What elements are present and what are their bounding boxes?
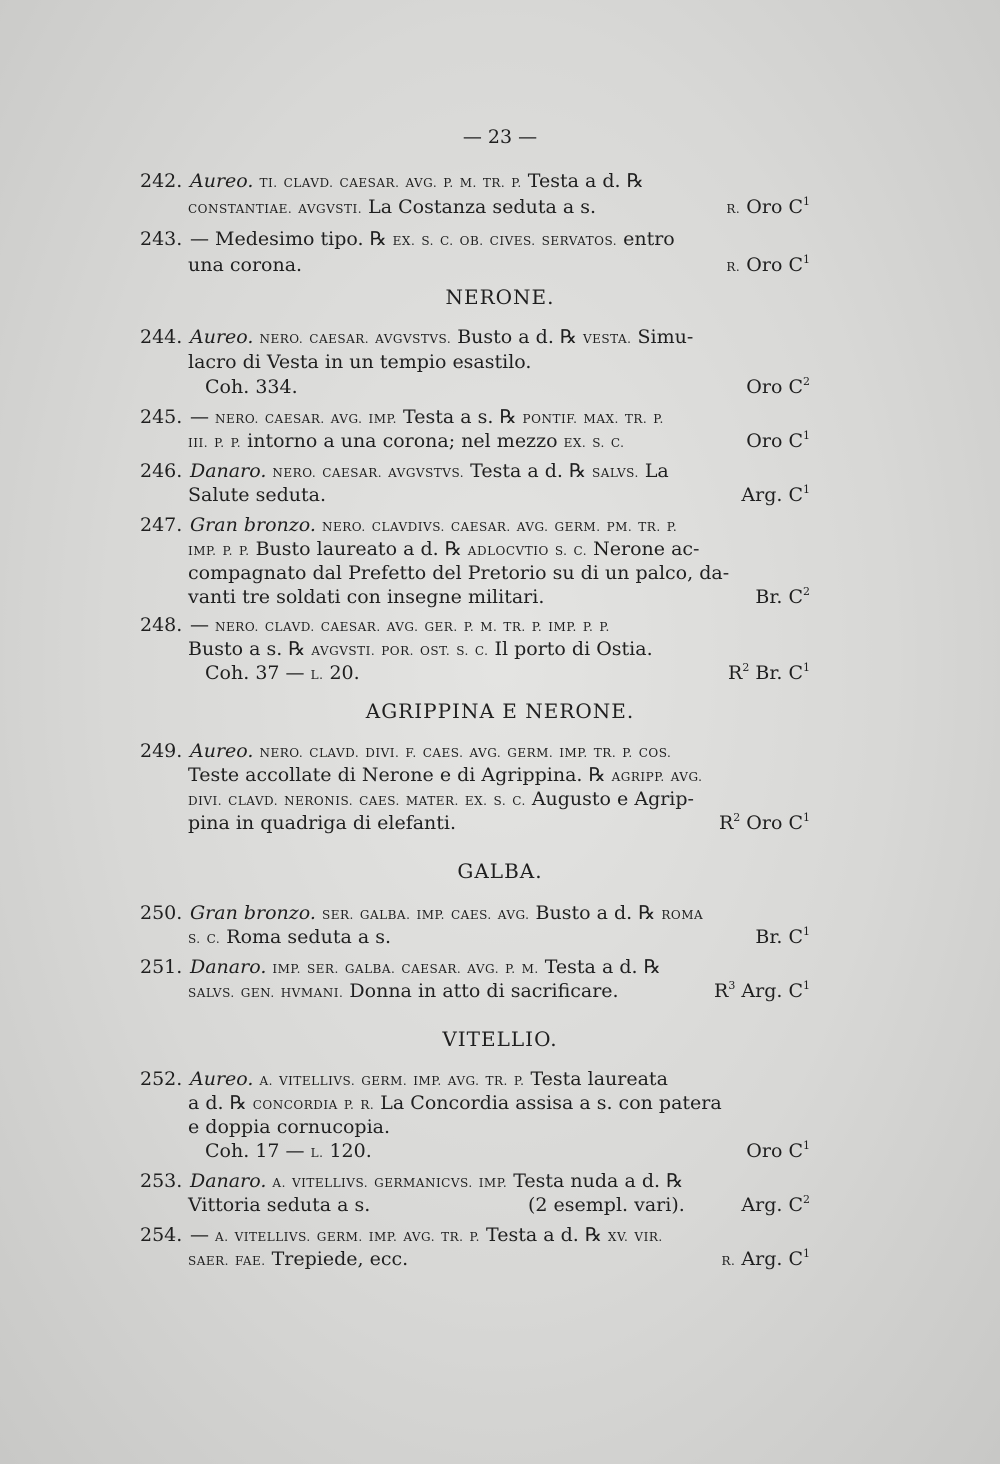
section-heading-line [0,856,1000,886]
entry-rating: R. Oro $C^1$ [726,194,810,218]
entry-number: 248. [140,614,183,636]
entry-text: Coh. 17 — L. 120. [205,1140,372,1162]
catalogue-entry-line [0,480,1000,510]
catalogue-entry-line [0,582,1000,612]
entry-text: una corona. [188,254,303,276]
entry-number: 243. [140,228,183,250]
section-heading-line [0,1024,1000,1054]
entry-text: Danaro. A. VITELLIVS. GERMANICVS. IMP. Testa nuda a d. ℞ [190,1170,684,1192]
entry-rating: $R^2$ Br. $C^1$ [728,660,810,684]
entry-text: Gran bronzo. SER. GALBA. IMP. CAES. AVG. Busto a d. ℞ ROMA [190,902,704,924]
section-heading-line [0,282,1000,312]
entry-text: Aureo. NERO. CLAVD. DIVI. F. CAES. AVG. GERM. IMP. TR. P. COS. [190,740,672,762]
entry-rating: R. Arg. $C^1$ [721,1246,810,1270]
entry-rating: Arg. $C^1$ [741,482,810,506]
entry-number: 242. [140,170,183,192]
entry-rating: Oro $C^1$ [746,428,810,452]
catalogue-entry-line [0,372,1000,402]
entry-text: lacro di Vesta in un tempio esastilo. [188,351,532,373]
section-heading: AGRIPPINA E NERONE. [365,699,635,723]
section-heading: NERONE. [445,285,555,309]
entry-number: 252. [140,1068,183,1090]
entry-number: 251. [140,956,183,978]
entry-text: pina in quadriga di elefanti. [188,812,457,834]
entry-text: — NERO. CAESAR. AVG. IMP. Testa a s. ℞ PONTIF. MAX. TR. P. [190,406,664,428]
entry-rating: Br. $C^2$ [755,584,810,608]
entry-number: 245. [140,406,183,428]
entry-rating: Oro $C^1$ [746,1138,810,1162]
entry-text: Danaro. NERO. CAESAR. AVGVSTVS. Testa a d. ℞ SALVS. La [190,460,669,482]
entry-number: 253. [140,1170,183,1192]
entry-text: — Medesimo tipo. ℞ EX. S. C. OB. CIVES. SERVATOS. entro [190,228,675,250]
entry-number: 250. [140,902,183,924]
entry-text: e doppia cornucopia. [188,1116,391,1138]
entry-text: IMP. P. P. Busto laureato a d. ℞ ADLOCVTIO S. C. Nerone ac- [188,538,700,560]
entry-number: 254. [140,1224,183,1246]
entry-rating: R. Oro $C^1$ [726,252,810,276]
catalogue-entry-line [0,976,1000,1006]
entry-text: Aureo. A. VITELLIVS. GERM. IMP. AVG. TR. P. Testa laureata [190,1068,668,1090]
catalogue-entry-line [0,922,1000,952]
entry-rating: Oro $C^2$ [746,374,810,398]
catalogue-entry-line [0,1244,1000,1274]
entry-text: Coh. 37 — L. 20. [205,662,360,684]
entry-text: Danaro. IMP. SER. GALBA. CAESAR. AVG. P. M. Testa a d. ℞ [190,956,661,978]
entry-rating: Arg. $C^2$ [741,1192,810,1216]
entry-rating: $R^3$ Arg. $C^1$ [714,978,810,1002]
entry-note: (2 esempl. vari). [528,1194,685,1216]
entry-rating: Br. $C^1$ [755,924,810,948]
section-heading: VITELLIO. [442,1027,558,1051]
entry-text: Vittoria seduta a s. [188,1194,371,1216]
catalogue-entry-line [0,658,1000,688]
entry-text: Teste accollate di Nerone e di Agrippina. ℞ AGRIPP. AVG. [188,764,703,786]
entry-text: Aureo. TI. CLAVD. CAESAR. AVG. P. M. TR. P. Testa a d. ℞ [190,170,644,192]
entry-text: III. P. P. intorno a una corona; nel mezzo EX. S. C. [188,430,625,452]
entry-text: — NERO. CLAVD. CAESAR. AVG. GER. P. M. TR. P. IMP. P. P. [190,614,610,636]
section-heading: GALBA. [457,859,543,883]
entry-text: SAER. FAE. Trepiede, ecc. [188,1248,409,1270]
entry-text: Coh. 334. [205,376,298,398]
entry-text: S. C. Roma seduta a s. [188,926,391,948]
catalogue-entry-line [0,426,1000,456]
entry-text: — A. VITELLIVS. GERM. IMP. AVG. TR. P. Testa a d. ℞ XV. VIR. [190,1224,663,1246]
entry-text: Busto a s. ℞ AVGVSTI. POR. OST. S. C. Il porto di Ostia. [188,638,653,660]
entry-text: vanti tre soldati con insegne militari. [188,586,545,608]
catalogue-entry-line [0,808,1000,838]
catalogue-entry-line [0,1190,1000,1220]
entry-text: Salute seduta. [188,484,326,506]
entry-text: CONSTANTIAE. AVGVSTI. La Costanza seduta a s. [188,196,596,218]
entry-number: 246. [140,460,183,482]
entry-text: Gran bronzo. NERO. CLAVDIVS. CAESAR. AVG. GERM. PM. TR. P. [190,514,678,536]
catalogue-entry-line [0,250,1000,280]
page-number: — 23 — [462,126,538,148]
entry-number: 247. [140,514,183,536]
catalogue-entry-line [0,1136,1000,1166]
page-number-line [0,122,1000,152]
entry-text: SALVS. GEN. HVMANI. Donna in atto di sacrificare. [188,980,619,1002]
entry-number: 244. [140,326,183,348]
entry-text: compagnato dal Prefetto del Pretorio su di un palco, da- [188,562,730,584]
entry-number: 249. [140,740,183,762]
catalogue-entry-line [0,192,1000,222]
entry-text: DIVI. CLAVD. NERONIS. CAES. MATER. EX. S. C. Augusto e Agrip- [188,788,694,810]
section-heading-line [0,696,1000,726]
entry-text: Aureo. NERO. CAESAR. AVGVSTVS. Busto a d. ℞ VESTA. Simu- [190,326,694,348]
entry-rating: $R^2$ Oro $C^1$ [718,810,810,834]
entry-text: a d. ℞ CONCORDIA P. R. La Concordia assisa a s. con patera [188,1092,722,1114]
